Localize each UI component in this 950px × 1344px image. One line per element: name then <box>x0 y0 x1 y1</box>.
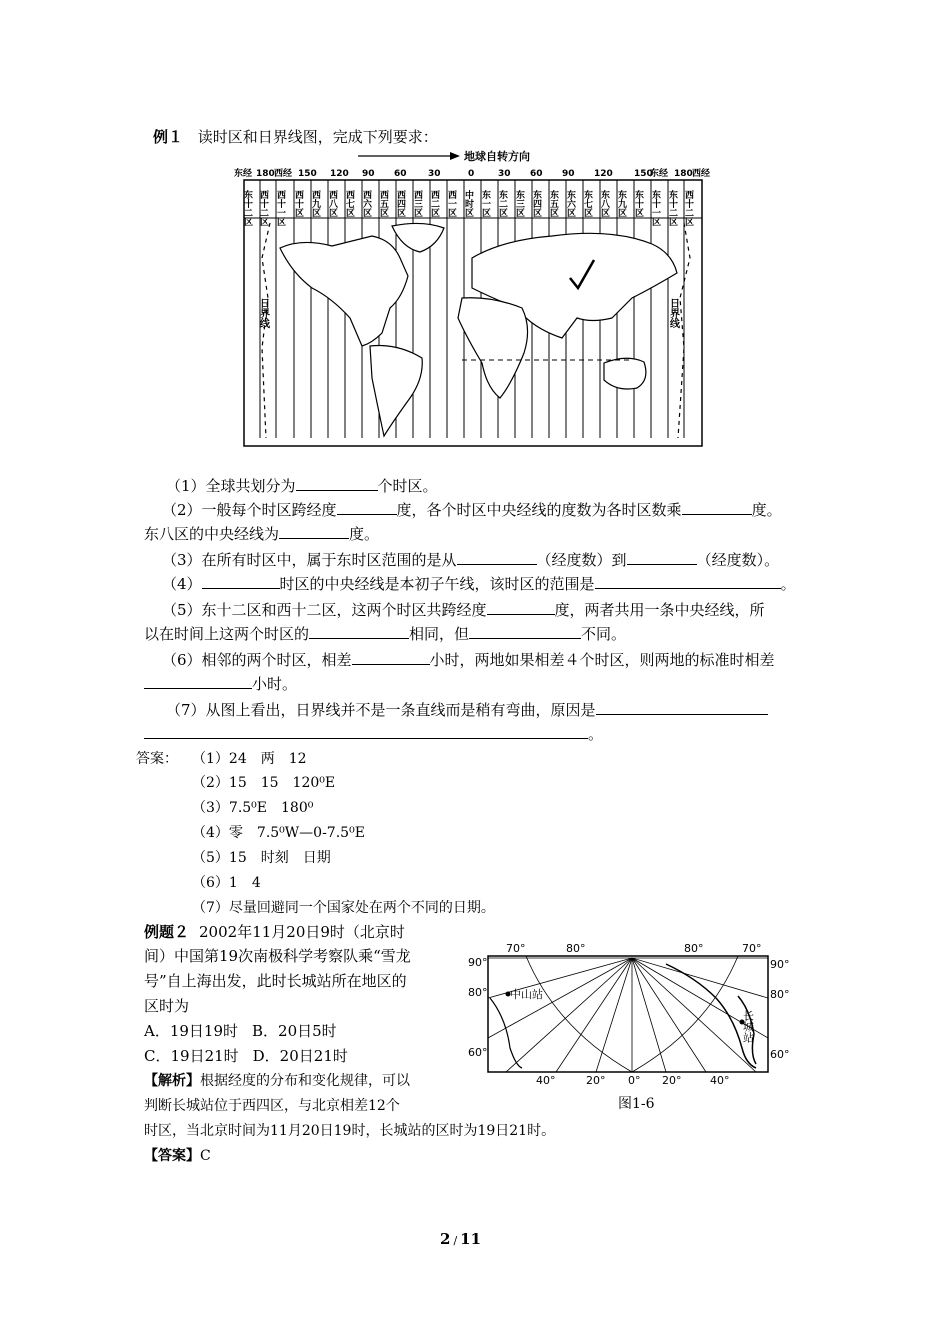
svg-text:0: 0 <box>468 169 475 179</box>
svg-text:90°: 90° <box>770 958 790 971</box>
svg-text:90: 90 <box>562 169 575 179</box>
svg-text:东七区: 东七区 <box>582 190 592 217</box>
svg-text:东一区: 东一区 <box>480 190 490 217</box>
example1-intro: 读时区和日界线图，完成下列要求： <box>197 128 438 146</box>
answer-3: （3）7.5⁰E 180⁰ <box>192 800 314 816</box>
svg-text:150: 150 <box>634 169 653 179</box>
answer-7: （7）尽量回避同一个国家处在两个不同的日期。 <box>192 900 495 916</box>
svg-text:东三区: 东三区 <box>514 190 524 217</box>
example1-heading <box>153 126 438 148</box>
answer-1: （1）24 两 12 <box>192 751 307 767</box>
example2-analysis-2: 判断长城站位于西四区，与北京相差12个 <box>144 1098 400 1114</box>
svg-text:180: 180 <box>674 169 693 179</box>
question-1: （1）全球共划分为 个时区。 <box>166 474 438 497</box>
svg-text:西经: 西经 <box>692 169 711 179</box>
changcheng-station-label: 长城站 <box>741 1010 755 1043</box>
question-5: （5）东十二区和西十二区，这两个时区共跨经度 度，两者共用一条中央经线，所 <box>162 598 765 621</box>
svg-text:30: 30 <box>498 169 511 179</box>
svg-text:西七区: 西七区 <box>344 190 354 217</box>
antarctica-map <box>466 938 798 1088</box>
rotation-label: 地球自转方向 <box>464 150 530 163</box>
example2-line3: 号”自上海出发，此时长城站所在地区的 <box>144 972 407 990</box>
svg-text:60: 60 <box>530 169 543 179</box>
svg-text:西九区: 西九区 <box>310 190 320 217</box>
svg-text:东经: 东经 <box>234 169 253 179</box>
svg-text:东九区: 东九区 <box>616 190 626 217</box>
svg-text:东六区: 东六区 <box>565 190 575 217</box>
svg-text:西二区: 西二区 <box>429 190 439 217</box>
question-5-cont: 以在时间上这两个时区的 相同，但 不同。 <box>144 622 626 645</box>
zone-labels <box>242 189 694 227</box>
svg-text:西十一区: 西十一区 <box>275 190 285 226</box>
svg-text:70°: 70° <box>506 942 526 955</box>
answer-6: （6）1 4 <box>192 875 261 891</box>
svg-text:30: 30 <box>428 169 441 179</box>
svg-text:60°: 60° <box>770 1048 790 1061</box>
svg-text:180: 180 <box>256 169 275 179</box>
svg-text:40°: 40° <box>710 1074 730 1087</box>
svg-text:80°: 80° <box>770 988 790 1001</box>
svg-text:东五区: 东五区 <box>548 190 558 217</box>
dateline-label-right: 日界线 <box>667 298 679 328</box>
svg-text:西经: 西经 <box>274 169 293 179</box>
answer-5: （5）15 时刻 日期 <box>192 850 331 866</box>
timezone-world-map <box>232 148 712 450</box>
dateline-label-left: 日界线 <box>257 298 269 328</box>
svg-text:东十区: 东十区 <box>633 190 643 217</box>
question-4: （4） 时区的中央经线是本初子午线，该时区的范围是 。 <box>162 572 796 595</box>
svg-text:60°: 60° <box>468 1046 488 1059</box>
svg-text:东经: 东经 <box>650 169 669 179</box>
example2-analysis-3: 时区，当北京时间为11月20日19时，长城站的区时为19日21时。 <box>144 1123 556 1139</box>
svg-text:西五区: 西五区 <box>378 190 388 217</box>
example2-line4: 区时为 <box>144 997 190 1015</box>
example2-answer: 【答案】C <box>144 1148 211 1164</box>
svg-text:东十二区: 东十二区 <box>242 190 252 226</box>
example2-line2: 间）中国第19次南极科学考察队乘“雪龙 <box>144 947 411 965</box>
question-7: （7）从图上看出，日界线并不是一条直线而是稍有弯曲，原因是 <box>166 698 768 721</box>
svg-text:120: 120 <box>330 169 349 179</box>
svg-text:80°: 80° <box>468 986 488 999</box>
svg-text:90°: 90° <box>468 956 488 969</box>
example2-analysis-1: 【解析】根据经度的分布和变化规律，可以 <box>144 1073 410 1089</box>
dateline-left <box>262 223 270 438</box>
svg-text:西八区: 西八区 <box>327 190 337 217</box>
figure-caption: 图1-6 <box>618 1096 655 1112</box>
example2-line1: 例题２ 2002年11月20日9时（北京时 <box>144 923 405 941</box>
svg-text:西四区: 西四区 <box>395 190 405 217</box>
question-7-cont: 。 <box>144 722 603 745</box>
question-3: （3）在所有时区中，属于东时区范围的是从 （经度数）到 （经度数）。 <box>162 548 779 571</box>
svg-text:东四区: 东四区 <box>531 190 541 217</box>
svg-text:40°: 40° <box>536 1074 556 1087</box>
svg-text:80°: 80° <box>566 942 586 955</box>
svg-text:东十一区: 东十一区 <box>650 190 660 226</box>
example2-options-cd: C．19日21时 D．20日21时 <box>144 1047 348 1065</box>
svg-text:西一区: 西一区 <box>446 190 456 217</box>
zhongshan-station-label: 中山站 <box>510 988 543 1001</box>
svg-text:中时区: 中时区 <box>463 190 473 217</box>
svg-text:西十二区: 西十二区 <box>258 190 268 226</box>
page-number: 2 / 11 <box>440 1230 482 1248</box>
question-6: （6）相邻的两个时区，相差 小时，两地如果相差４个时区，则两地的标准时相差 <box>162 648 775 671</box>
svg-text:120: 120 <box>594 169 613 179</box>
svg-text:西十区: 西十区 <box>293 190 303 217</box>
example1-label: 例１ <box>153 128 184 146</box>
svg-text:东十二区: 东十二区 <box>667 190 677 226</box>
svg-text:20°: 20° <box>662 1074 682 1087</box>
question-2: （2）一般每个时区跨经度 度，各个时区中央经线的度数为各时区数乘 度。 <box>162 498 782 521</box>
svg-text:西六区: 西六区 <box>361 190 371 217</box>
svg-text:60: 60 <box>394 169 407 179</box>
svg-text:西十二区: 西十二区 <box>683 190 693 226</box>
example2-options-ab: A．19日19时 B．20日5时 <box>144 1022 337 1040</box>
longitude-labels <box>234 167 710 179</box>
svg-text:0°: 0° <box>628 1074 641 1087</box>
question-2-cont: 东八区的中央经线为 度。 <box>144 522 379 545</box>
svg-text:150: 150 <box>298 169 317 179</box>
svg-text:70°: 70° <box>742 942 762 955</box>
svg-text:东二区: 东二区 <box>497 190 507 217</box>
question-6-cont: 小时。 <box>144 672 297 695</box>
svg-text:20°: 20° <box>586 1074 606 1087</box>
answer-4: （4）零 7.5⁰W—0-7.5⁰E <box>192 825 365 841</box>
answer-2: （2）15 15 120⁰E <box>192 775 336 791</box>
answers-label: 答案： <box>136 751 178 767</box>
svg-text:80°: 80° <box>684 942 704 955</box>
svg-text:90: 90 <box>362 169 375 179</box>
svg-text:西三区: 西三区 <box>412 190 422 217</box>
svg-text:东八区: 东八区 <box>599 190 609 217</box>
